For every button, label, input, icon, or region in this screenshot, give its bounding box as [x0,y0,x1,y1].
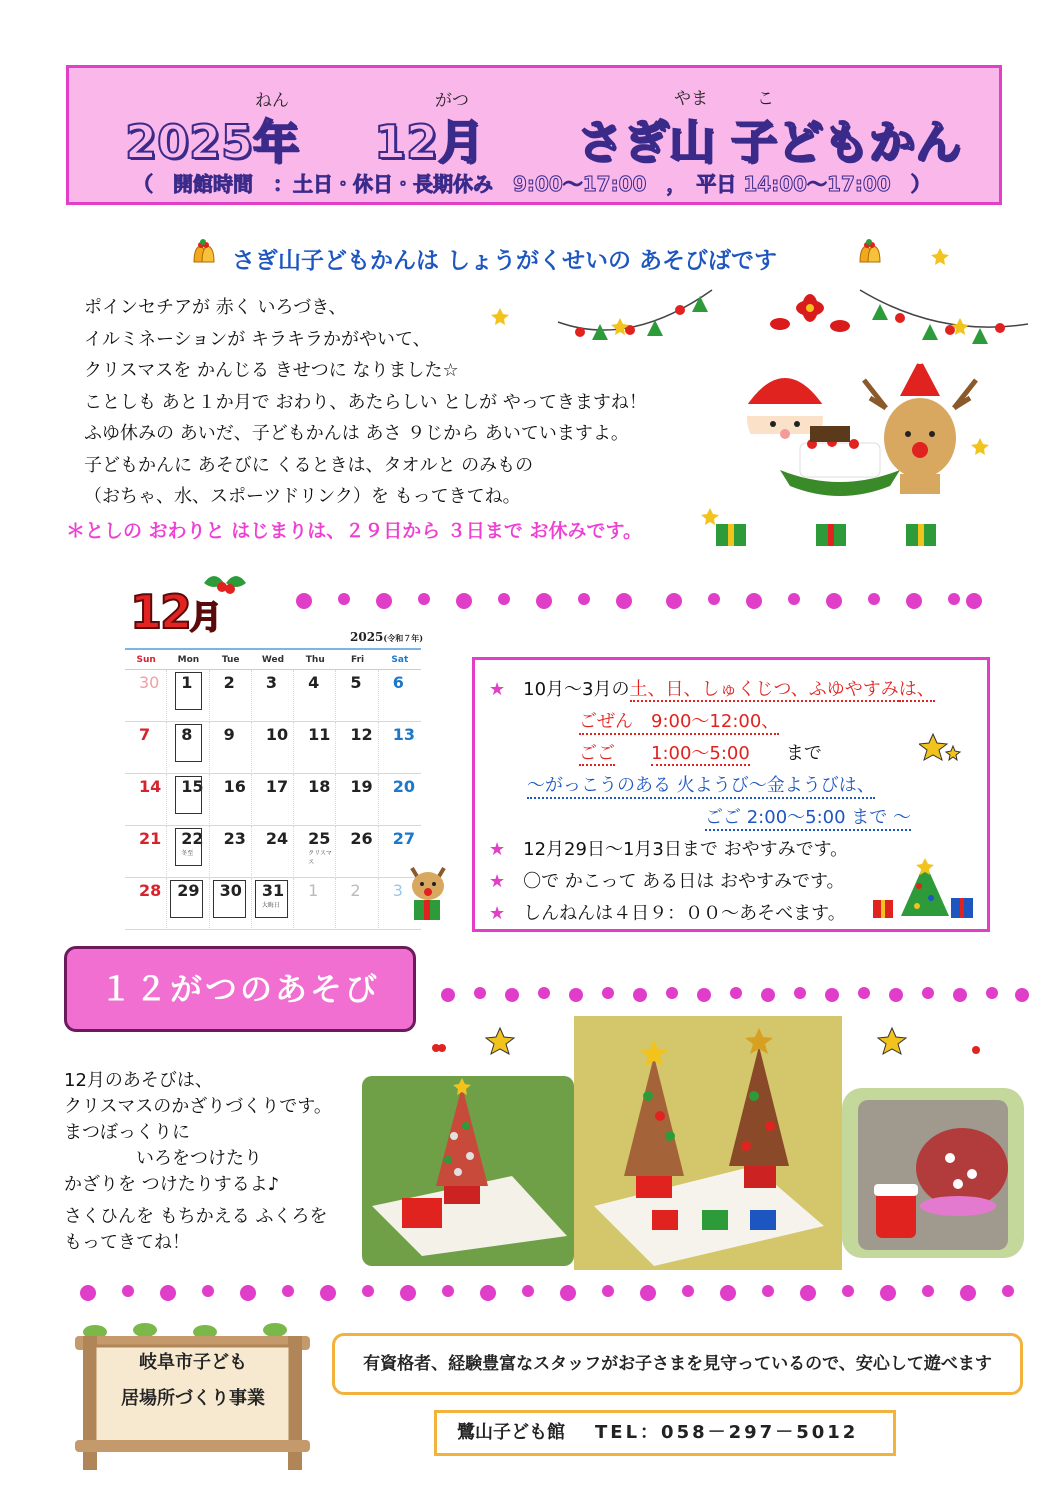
calendar-day: 3 [252,670,294,722]
calendar-day-closed [252,878,294,930]
calendar-day: 28 [125,878,167,930]
board-line: 岐阜市子ども [139,1352,247,1373]
hours-box [472,657,990,932]
calendar-day: 7 [125,722,167,774]
calendar-month-number: 12 [130,585,191,639]
calendar-day: 12 [336,722,378,774]
calendar-day-note: 冬至 [181,850,194,857]
play-line: かざりを つけたりするよ♪ [64,1174,280,1195]
hours-text: まで [785,743,822,764]
calendar-day [294,826,336,878]
calendar-grid [125,655,421,930]
year-ruby: ねん [255,91,289,111]
bead-garland [64,1278,1024,1308]
intro-line: イルミネーションが キラキラかがやいて、 [84,328,431,350]
play-line: 12月のあそびは、 [64,1070,213,1091]
calendar-day-closed: 15 [167,774,209,826]
pinecone-tree-photo [362,1076,574,1266]
hours-circled [489,867,845,893]
weekday-label: Thu [305,655,325,665]
intro-line: （おちゃ、水、スポーツドリンク）を もってきてね。 [84,486,521,507]
calendar-day: 10 [252,722,294,774]
calendar-day: 19 [336,774,378,826]
calendar-day: 14 [125,774,167,826]
calendar-day: 6 [379,670,421,722]
hours-closed [489,835,848,861]
calendar-day: 23 [210,826,252,878]
calendar-day: 20 [379,774,421,826]
calendar-day: 16 [210,774,252,826]
calendar-weekdays [125,655,421,669]
calendar-day-number: 31 [261,881,285,900]
hours-morning: ごぜん 9:00～12:00、 [579,707,779,735]
intro-line: 子どもかんに あそびに くるときは、タオルと のみもの [84,454,534,476]
star-icon: ★ [489,839,506,860]
calendar-day: 11 [294,722,336,774]
play-description [64,1068,332,1256]
calendar-day: 1 [294,878,336,930]
board-text [104,1345,282,1425]
intro-line: ポインセチアが 赤く いろづき、 [84,297,347,318]
calendar-day-note: クリスマス [308,850,332,866]
calendar-day-number: 25 [308,829,331,848]
hours-text: は、 [898,679,935,700]
calendar-day: 2 [210,670,252,722]
calendar-year [350,630,423,644]
calendar-day: 26 [336,826,378,878]
weekday-label: Tue [221,655,240,665]
calendar-day: 3 [379,878,421,930]
hours-weekday-time: ごご 2:00～5:00 まで ～ [705,803,911,831]
weekday-label: Fri [351,655,365,665]
bead-garland [432,980,1032,1010]
hours-weekday: ～がっこうのある 火ようび～金ようびは、 [527,771,875,799]
hours-afternoon [579,739,822,765]
ko-ruby: こ [757,89,774,109]
header-month: 12月 [374,115,485,169]
weekday-label: Mon [177,655,200,665]
star-icon: ★ [489,903,506,924]
calendar-day: 27 [379,826,421,878]
header-banner [66,65,1002,205]
hours-text: 12月29日～1月3日まで おやすみです。 [523,839,849,860]
calendar-day-note: 大晦日 [261,902,280,909]
hours-days: 土、日、しゅくじつ、ふゆやすみ [629,679,899,700]
calendar-day-closed: 8 [167,722,209,774]
christmas-illustration [480,238,1040,558]
calendar-day-number: 22 [181,829,204,848]
staff-message: 有資格者、経験豊富なスタッフがお子さまを見守っているので、安心して遊べます [332,1333,1023,1395]
calendar-day-closed: 29 [167,878,209,930]
weekday-label: Wed [261,655,285,665]
hours-text: しんねんは４日９：００～あそべます。 [523,903,846,924]
calendar-day: 24 [252,826,294,878]
intro-line: ふゆ休みの あいだ、子どもかんは あさ ９じから あいていますよ。 [84,423,629,444]
hours-text: 10月～3月の [523,679,630,700]
christmas-tree-icon [869,856,979,924]
calendar-year-number: 2025 [350,630,384,644]
calendar-day: 13 [379,722,421,774]
venue-name: 鷺山子ども館 [457,1422,565,1443]
intro-line: クリスマスを かんじる きせつに なりました☆ [84,360,459,381]
phone-number: TEL：058－297－5012 [595,1422,859,1443]
hours-text: 〇で かこって ある日は おやすみです。 [523,871,845,892]
calendar-day-closed [167,826,209,878]
calendar-era: (令和７年) [383,633,423,643]
calendar-day-closed: 1 [167,670,209,722]
calendar-rule [125,648,421,650]
weekday-label: Sun [136,655,156,665]
calendar-day-closed: 30 [210,878,252,930]
hours-time: 1:00～5:00 [651,743,750,764]
play-line: いろをつけたり [64,1148,262,1169]
calendar-month-suffix: 月 [190,598,221,636]
board-line: 居場所づくり事業 [121,1388,265,1409]
reindeer-icon [402,858,454,924]
intro-subtitle: さぎ山子どもかんは しょうがくせいの あそびばです [232,248,778,274]
contact-box [434,1410,896,1456]
calendar-day: 18 [294,774,336,826]
page-title: さぎ山 子どもかん [577,115,962,169]
header-year: 2025年 [125,115,300,169]
month-ruby: がつ [435,91,469,111]
bell-icon [186,236,220,270]
weekday-label: Sat [391,655,409,665]
play-section-label: １２がつのあそび [64,946,416,1032]
holly-icon [200,565,250,601]
calendar-day: 9 [210,722,252,774]
calendar-day: 21 [125,826,167,878]
calendar-day: 4 [294,670,336,722]
hours-text: ごご [579,743,615,764]
calendar-day: 2 [336,878,378,930]
opening-hours: （ 開館時間 ：土日・休日・長期休み 9:00～17:00 ， 平日 14:00～17:00 ） [133,172,931,196]
yama-ruby: やま [674,89,708,109]
star-icon: ★ [489,871,506,892]
pinecone-craft-photo [842,1088,1024,1258]
calendar-day: 5 [336,670,378,722]
decoration-stars [416,1024,1036,1066]
hours-line-weekend [489,675,935,701]
hours-newyear [489,899,846,925]
intro-line: ことしも あと１か月で おわり、あたらしい としが やってきますね！ [84,391,647,413]
play-line: もってきてね！ [64,1232,190,1253]
calendar-day: 17 [252,774,294,826]
play-line: クリスマスのかざりづくりです。 [64,1096,332,1117]
holiday-notice: ＊としの おわりと はじまりは、２９日から ３日まで お休みです。 [66,520,642,542]
bead-garland [280,586,1000,616]
star-icon: ★ [489,679,506,700]
play-line: さくひんを もちかえる ふくろを [64,1206,328,1227]
calendar-day: 30 [125,670,167,722]
star-icon [919,732,963,766]
play-line: まつぼっくりに [64,1122,190,1143]
